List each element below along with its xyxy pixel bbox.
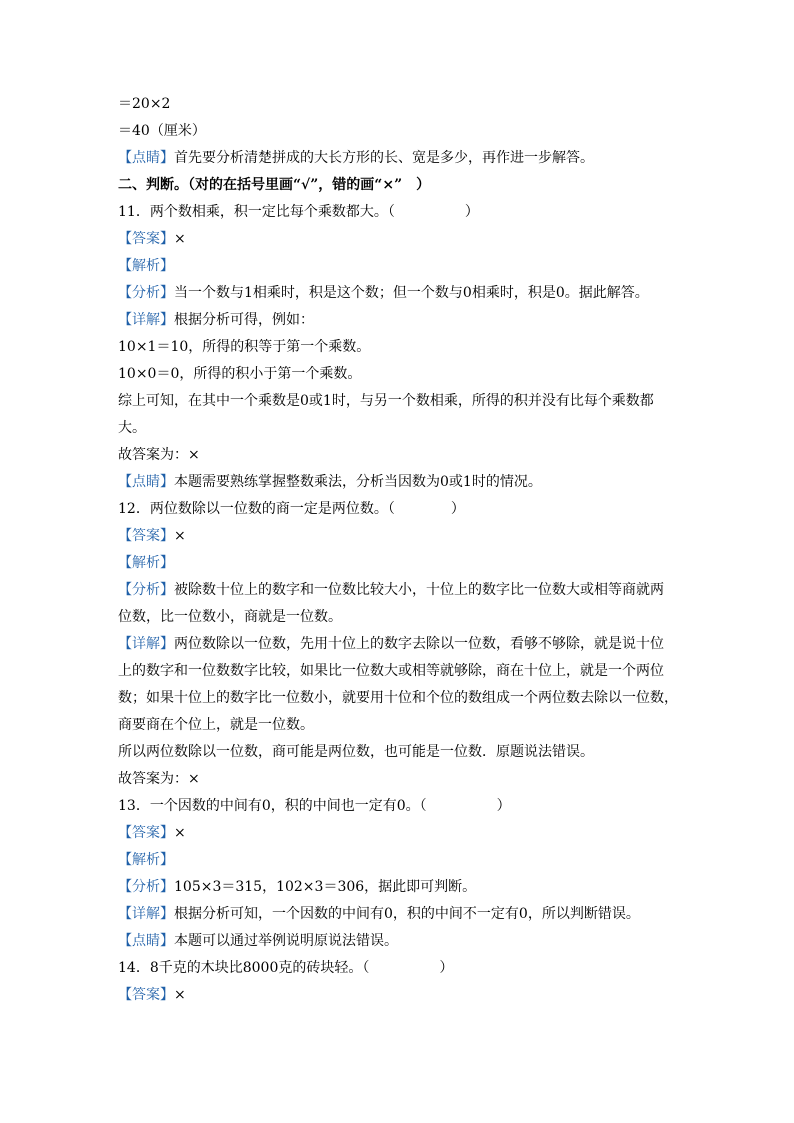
line-text: 根据分析可知，一个因数的中间有0，积的中间不一定有0，所以判断错误。 xyxy=(174,906,640,922)
line-26 xyxy=(118,766,698,793)
line-19 xyxy=(118,577,698,604)
tag-fenxi: 【分析】 xyxy=(118,285,174,301)
answer-text: × xyxy=(174,825,186,841)
line-text: 位数，比一位数小，商就是一位数。 xyxy=(118,609,342,625)
tag-jiexi: 【解析】 xyxy=(118,258,174,274)
line-11 xyxy=(118,361,698,388)
line-text: 首先要分析清楚拼成的大长方形的长、宽是多少，再作进一步解答。 xyxy=(174,150,594,166)
tag-xiangjie: 【详解】 xyxy=(118,312,174,328)
tag-jiexi: 【解析】 xyxy=(118,555,174,571)
tag-xiangjie: 【详解】 xyxy=(118,906,174,922)
line-32 xyxy=(118,928,698,955)
tag-answer: 【答案】 xyxy=(118,231,174,247)
question-text: 13．一个因数的中间有0，积的中间也一定有0。（ ） xyxy=(118,798,511,814)
tag-dianjing: 【点睛】 xyxy=(118,474,174,490)
question-text: 14．8千克的木块比8000克的砖块轻。（ ） xyxy=(118,960,454,976)
line-13 xyxy=(118,415,698,442)
line-text: 105×3＝315，102×3＝306，据此即可判断。 xyxy=(174,879,477,895)
line-23 xyxy=(118,685,698,712)
document-body xyxy=(118,91,698,1009)
line-10 xyxy=(118,334,698,361)
tag-dianjing: 【点睛】 xyxy=(118,933,174,949)
line-12 xyxy=(118,388,698,415)
tag-answer: 【答案】 xyxy=(118,825,174,841)
line-text: 10×1＝10，所得的积等于第一个乘数。 xyxy=(118,339,371,355)
line-34 xyxy=(118,982,698,1009)
question-13 xyxy=(118,793,698,820)
line-15 xyxy=(118,469,698,496)
line-28 xyxy=(118,820,698,847)
answer-text: × xyxy=(174,528,186,544)
line-text: 商要商在个位上，就是一位数。 xyxy=(118,717,314,733)
answer-text: × xyxy=(174,231,186,247)
line-08 xyxy=(118,280,698,307)
tag-answer: 【答案】 xyxy=(118,987,174,1003)
question-text: 11．两个数相乘，积一定比每个乘数都大。（ ） xyxy=(118,204,479,220)
line-18 xyxy=(118,550,698,577)
question-14 xyxy=(118,955,698,982)
line-text: 大。 xyxy=(118,420,146,436)
line-text: 两位数除以一位数，先用十位上的数字去除以一位数，看够不够除，就是说十位 xyxy=(174,636,664,652)
section-heading xyxy=(118,172,698,199)
line-17 xyxy=(118,523,698,550)
line-22 xyxy=(118,658,698,685)
line-text: ＝20×2 xyxy=(118,96,171,112)
tag-fenxi: 【分析】 xyxy=(118,582,174,598)
line-30 xyxy=(118,874,698,901)
line-text: 综上可知，在其中一个乘数是0或1时，与另一个数相乘，所得的积并没有比每个乘数都 xyxy=(118,393,654,409)
tag-answer: 【答案】 xyxy=(118,528,174,544)
line-09 xyxy=(118,307,698,334)
question-12 xyxy=(118,496,698,523)
line-02 xyxy=(118,118,698,145)
line-text: 故答案为：× xyxy=(118,447,200,463)
line-text: 10×0＝0，所得的积小于第一个乘数。 xyxy=(118,366,362,382)
line-text: 故答案为：× xyxy=(118,771,200,787)
line-text: 所以两位数除以一位数，商可能是两位数，也可能是一位数．原题说法错误。 xyxy=(118,744,594,760)
line-text: 本题需要熟练掌握整数乘法，分析当因数为0或1时的情况。 xyxy=(174,474,542,490)
line-25 xyxy=(118,739,698,766)
tag-xiangjie: 【详解】 xyxy=(118,636,174,652)
heading-text: 二、判断。（对的在括号里画“√”，错的画“×” ） xyxy=(118,177,431,193)
question-text: 12．两位数除以一位数的商一定是两位数。（ ） xyxy=(118,501,465,517)
line-07 xyxy=(118,253,698,280)
line-01 xyxy=(118,91,698,118)
line-14 xyxy=(118,442,698,469)
line-20 xyxy=(118,604,698,631)
line-text: 本题可以通过举例说明原说法错误。 xyxy=(174,933,398,949)
line-06 xyxy=(118,226,698,253)
tag-dianjing: 【点睛】 xyxy=(118,150,174,166)
line-text: 被除数十位上的数字和一位数比较大小，十位上的数字比一位数大或相等商就两 xyxy=(174,582,664,598)
line-text: ＝40（厘米） xyxy=(118,123,206,139)
line-text: 根据分析可得，例如： xyxy=(174,312,314,328)
line-03 xyxy=(118,145,698,172)
question-11 xyxy=(118,199,698,226)
line-31 xyxy=(118,901,698,928)
line-text: 当一个数与1相乘时，积是这个数；但一个数与0相乘时，积是0。据此解答。 xyxy=(174,285,649,301)
tag-jiexi: 【解析】 xyxy=(118,852,174,868)
line-text: 上的数字和一位数数字比较，如果比一位数大或相等就够除，商在十位上，就是一个两位 xyxy=(118,663,664,679)
line-21 xyxy=(118,631,698,658)
line-24 xyxy=(118,712,698,739)
answer-text: × xyxy=(174,987,186,1003)
tag-fenxi: 【分析】 xyxy=(118,879,174,895)
line-29 xyxy=(118,847,698,874)
line-text: 数；如果十位上的数字比一位数小，就要用十位和个位的数组成一个两位数去除以一位数， xyxy=(118,690,678,706)
